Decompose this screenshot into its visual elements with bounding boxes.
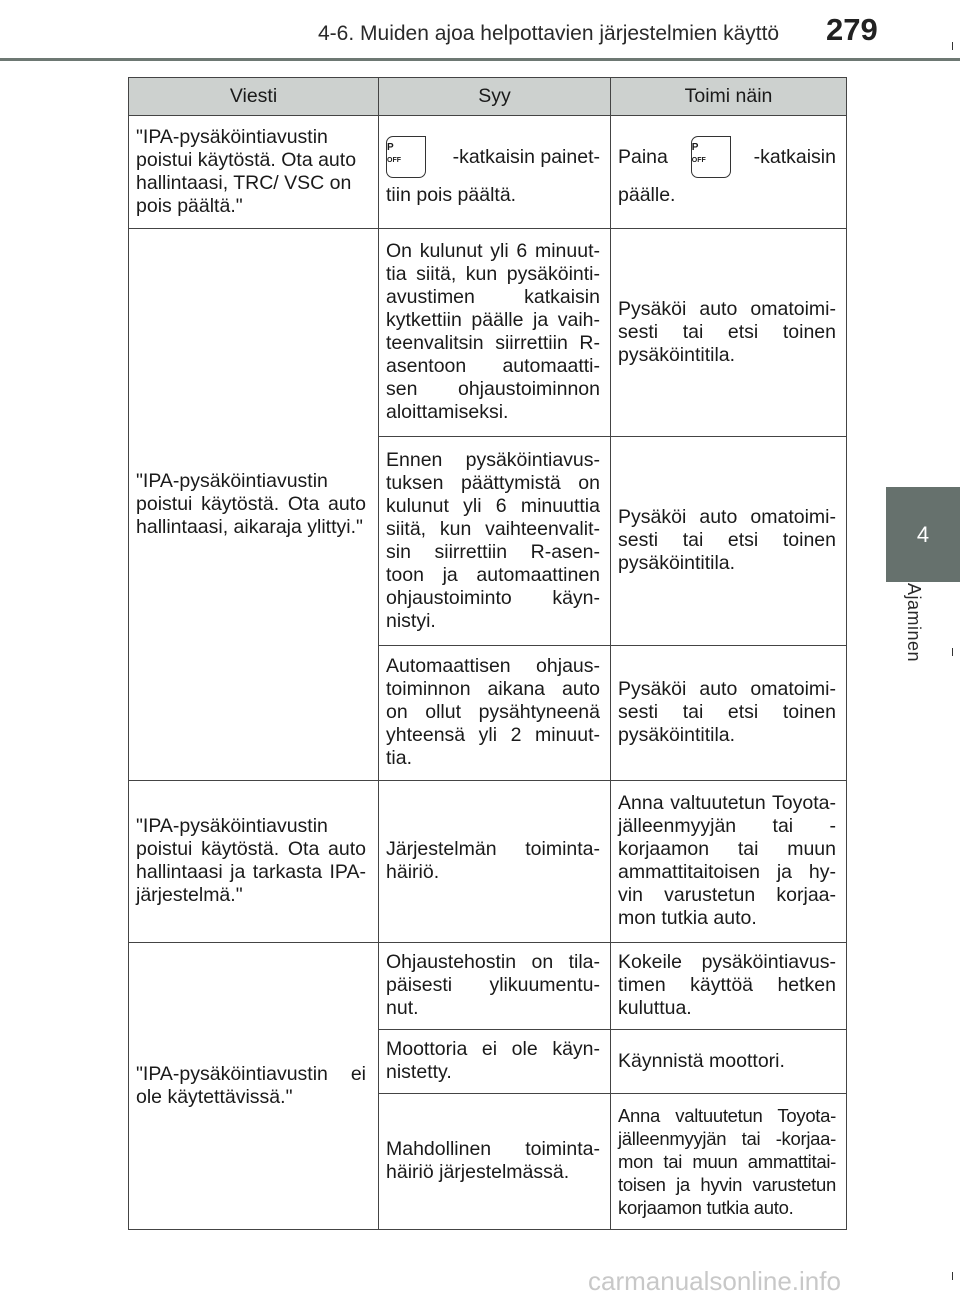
- crop-mark: [952, 648, 953, 656]
- action-cell: Pysäköi auto omatoimi-sesti tai etsi toinen pysäköintitila.: [611, 437, 847, 646]
- table-header-row: [129, 78, 847, 116]
- section-title: 4-6. Muiden ajoa helpottavien järjestelmien käyttö: [318, 22, 780, 45]
- action-cell: Käynnistä moottori.: [611, 1030, 847, 1094]
- column-header-action: Toimi näin: [611, 78, 847, 116]
- cause-text-line2: tiin pois päältä.: [386, 184, 517, 206]
- action-cell: [611, 116, 847, 229]
- action-text-line2: päälle.: [618, 184, 676, 206]
- cause-text: -katkaisin painet-: [452, 145, 600, 168]
- page-number: 279: [826, 12, 878, 47]
- cause-cell: On kulunut yli 6 minuut-tia siitä, kun pysäköinti-avustimen katkaisin kytkettiin päälle ja vaih-teenvalitsin siirrettiin R-asentoon automaatti-sen ohjaustoiminnon aloittamiseksi.: [379, 229, 611, 437]
- action-cell: Pysäköi auto omatoimi-sesti tai etsi toinen pysäköintitila.: [611, 229, 847, 437]
- cause-cell: [379, 116, 611, 229]
- message-cell: "IPA-pysäköintiavustin poistui käytöstä. Ota auto hallintaasi ja tarkasta IPA-järjestelmä.": [129, 781, 379, 943]
- action-text: Paina: [618, 145, 668, 168]
- column-header-message: Viesti: [129, 78, 379, 116]
- table-row: [129, 943, 847, 1030]
- chapter-number: 4: [916, 521, 930, 547]
- message-cell: "IPA-pysäköintiavustin poistui käytöstä. Ota auto hallintaasi, aikaraja ylittyi.": [129, 229, 379, 781]
- crop-mark: [952, 1272, 953, 1280]
- message-cell: "IPA-pysäköintiavustin poistui käytöstä. Ota auto hallintaasi, TRC/ VSC on pois päältä.": [129, 116, 379, 229]
- table-row: [129, 116, 847, 229]
- cause-cell: Moottoria ei ole käyn-nistetty.: [379, 1030, 611, 1094]
- column-header-cause: Syy: [379, 78, 611, 116]
- message-table: [128, 77, 847, 1230]
- action-cell: Anna valtuutetun Toyota-jälleenmyyjän tai -korjaamon tai muun ammattitaitoisen ja hy-vin varustetun korjaa-mon tutkia auto.: [611, 781, 847, 943]
- message-cell: "IPA-pysäköintiavustin ei ole käytettävissä.": [129, 943, 379, 1230]
- cause-cell: Mahdollinen toiminta-häiriö järjestelmässä.: [379, 1094, 611, 1230]
- action-cell: Anna valtuutetun Toyota-jälleenmyyjän tai -korjaa-mon tai muun ammattitai-toisen ja hyvin varustetun korjaamon tutkia auto.: [611, 1094, 847, 1230]
- ipa-off-switch-icon: P OFF: [386, 136, 426, 178]
- header-divider: [0, 58, 960, 61]
- watermark: carmanualsonline.info: [588, 1266, 841, 1296]
- action-cell: Kokeile pysäköintiavus-timen käyttöä hetken kuluttua.: [611, 943, 847, 1030]
- action-text: -katkaisin: [753, 145, 836, 168]
- cause-cell: Automaattisen ohjaus-toiminnon aikana auto on ollut pysähtyneenä yhteensä yli 2 minuut-tia.: [379, 646, 611, 781]
- cause-cell: Järjestelmän toiminta-häiriö.: [379, 781, 611, 943]
- ipa-off-switch-icon: P OFF: [691, 136, 731, 178]
- action-cell: Pysäköi auto omatoimi-sesti tai etsi toinen pysäköintitila.: [611, 646, 847, 781]
- crop-mark: [952, 42, 953, 50]
- table-row: [129, 781, 847, 943]
- cause-cell: Ohjaustehostin on tila-päisesti ylikuumentu-nut.: [379, 943, 611, 1030]
- cause-cell: Ennen pysäköintiavus-tuksen päättymistä on kulunut yli 6 minuuttia siitä, kun vaihteenvalit-sin siirrettiin R-asen-toon ja automaattinen ohjaustoiminto käyn-nistyi.: [379, 437, 611, 646]
- chapter-label: Ajaminen: [904, 583, 924, 663]
- chapter-tab[interactable]: [886, 487, 960, 582]
- table-row: [129, 229, 847, 437]
